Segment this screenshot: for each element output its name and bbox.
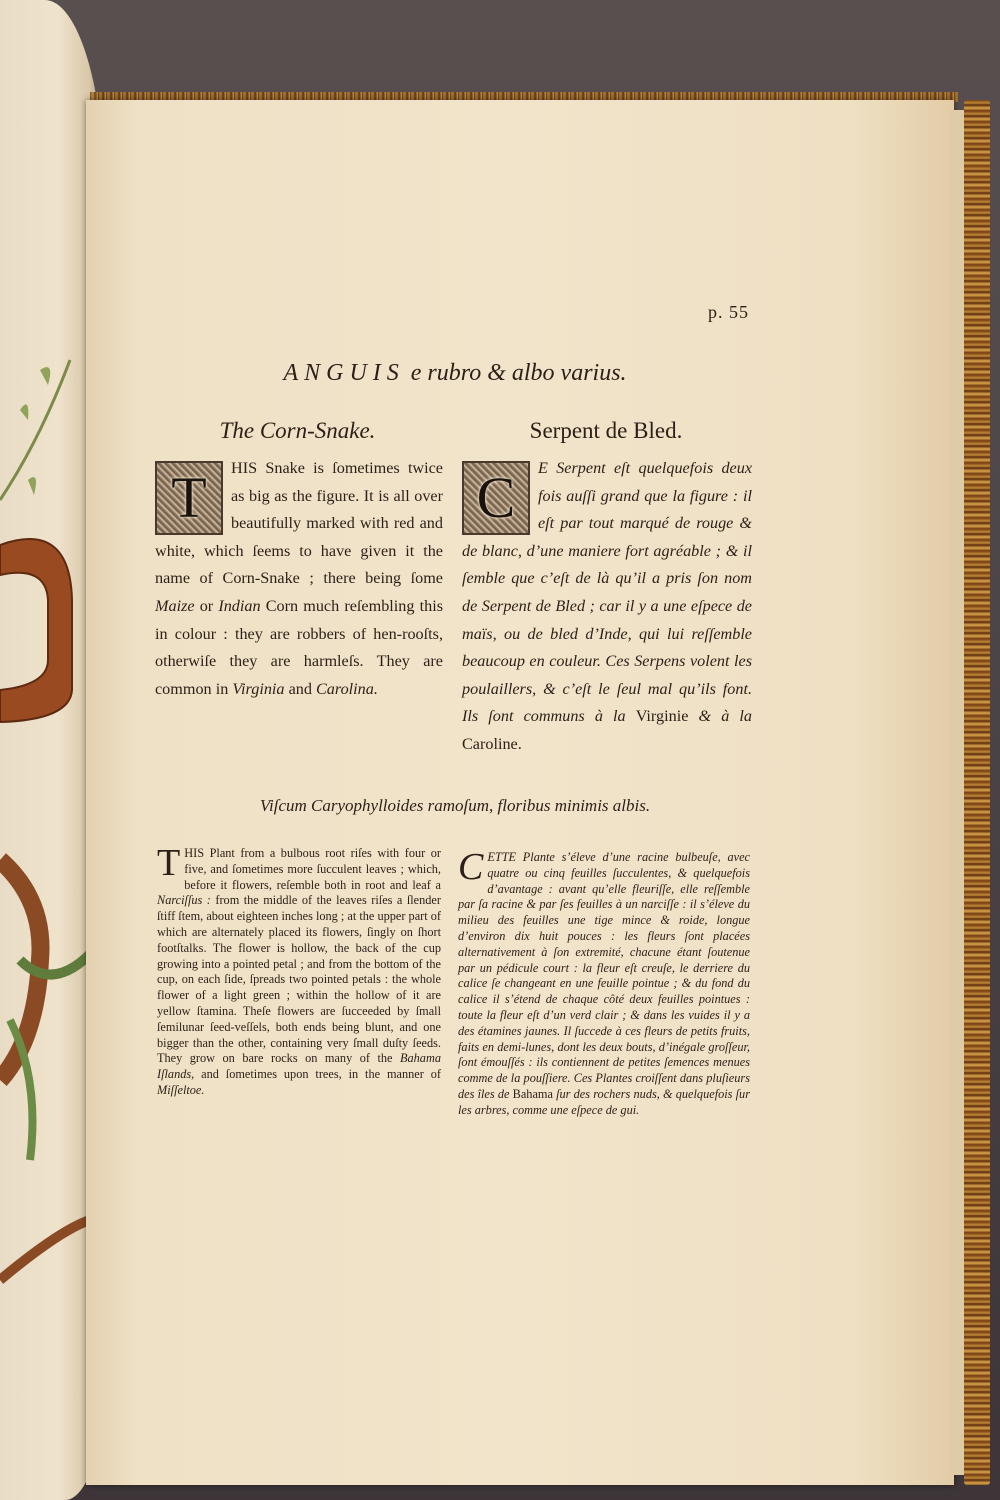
- text-run: HIS Plant from a bulbous root riſes with four or five, and ſometimes more ſucculent leaves ; which, before it flowers, reſemble both in root and leaf a: [184, 846, 441, 892]
- species-heading-rest: e rubro & albo varius.: [410, 360, 627, 386]
- text-run: or: [194, 596, 219, 615]
- text-run-italic: E Serpent eſt quelquefois deux fois auſſi grand que la figure : il eſt par tout marqué de rouge & de blanc, d’une maniere fort agréable ; & il ſemble que c’eſt de là qu’il a pris ſon nom de Serpent de Bled ; car il y a une eſpece de maïs, ou de bled d’Inde, qui lui reſſemble beaucoup en couleur. Ces Serpens volent les poulaillers, & c’eſt le ſeul mal qu’ils font. Ils ſont communs à la: [462, 459, 752, 726]
- english-title: The Corn-Snake.: [219, 418, 376, 443]
- text-run: from the middle of the leaves riſes a ſlender ſtiff ſtem, about eighteen inches long ; at the upper part of which are alternately placed its flowers, ſingly on ſhort footſtalks. The flower is hollow, the back of the cup growing into a pointed petal ; and from the bottom of the cup, on each ſide, ſpreads two pointed petals : the whole flower of a light green ; within the hollow of it are yellow ſtamina. Theſe flowers are ſucceeded by ſmall ſemilunar ſeed-veſſels, both ends being blunt, and one bigger than the other, containing very ſmall duſty ſeeds. They grow on bare rocks on many of the: [157, 893, 441, 1066]
- text-run: and: [284, 679, 316, 698]
- text-run: Caroline.: [462, 734, 522, 753]
- snake-coil-upper: [0, 539, 72, 722]
- text-run: Virginie: [635, 707, 689, 726]
- plant-heading: Viſcum Caryophylloides ramoſum, floribus minimis albis.: [259, 796, 651, 815]
- plant-leaf: [40, 367, 50, 385]
- species-heading: [150, 360, 760, 387]
- page: [86, 100, 954, 1485]
- text-run-italic: Maize: [155, 596, 195, 615]
- drop-cap-c: C: [458, 846, 484, 888]
- text-run-italic: ETTE Plante s’éleve d’une racine bulbeuſe, avec quatre ou cinq feuilles ſucculentes, & quelquefois d’avantage : avant qu’elle fleuriſſe, elle reſſemble par ſa racine & par ſes feuilles à un narciſſe : il s’éleve du milieu des feuilles une tige mince & roide, longue d’environ dix huit pouces : les fleurs ſont placées alternativement à ſon extremité, chacune étant ſoutenue par un pédicule court : la fleur eſt creuſe, le derriere du calice ſe changeant en une feuille pointue ; & du fond du calice il s’étend de chaque côté deux feuilles pointues : toute la fleur eſt d’un verd clair ; & dans les vuides il y a des étamines jaunes. Il ſuccede à ces fleurs de petits fruits, faits en demi-lunes, dont les deux bouts, d’inégale groſſeur, ſont émouſſés : ils contiennent de petites ſemences menues comme de la pouſſiere. Ces Plantes croiſſent dans pluſieurs des îles de: [458, 850, 750, 1101]
- ornamental-initial-t: T: [155, 461, 223, 535]
- text-run-italic: Carolina.: [315, 679, 378, 698]
- drop-cap-t: T: [157, 842, 181, 884]
- text-run: HIS Snake is ſometimes twice as big as the figure. It is all over beautifully marked with red and white, which ſeems to have given it the name of Corn-Snake ; there being ſome: [155, 459, 443, 588]
- snake-tail: [0, 1220, 90, 1280]
- text-run: and ſometimes upon trees, in the manner of: [194, 1067, 441, 1082]
- plant-french-description: [458, 846, 750, 1119]
- french-description: [462, 455, 752, 759]
- text-run-italic: Miſſeltoe.: [157, 1082, 205, 1097]
- text-run: Bahama: [512, 1086, 553, 1101]
- text-run-italic: Virginia: [232, 679, 285, 698]
- text-run-italic: & à la: [688, 707, 752, 726]
- gilt-edge: [964, 100, 990, 1485]
- french-title: Serpent de Bled.: [529, 418, 683, 443]
- ornamental-initial-c: C: [462, 461, 530, 535]
- page-number: p. 55: [708, 302, 749, 322]
- text-run-italic: Bahama Iſlands,: [157, 1051, 441, 1082]
- text-run-italic: ſur des rochers nuds, & quelquefois ſur les arbres, comme une eſpece de gui.: [458, 1086, 750, 1117]
- text-run-italic: Narciſſus :: [157, 893, 211, 908]
- text-run: Corn much reſembling this in colour : they are robbers of hen-rooſts, otherwiſe they are harmleſs. They are common in: [155, 596, 443, 698]
- text-run-italic: Indian: [218, 596, 261, 615]
- english-description: [155, 455, 443, 703]
- plant-leaf: [20, 404, 28, 420]
- plant-leaf: [28, 477, 36, 495]
- plant-english-description: [157, 842, 441, 1099]
- species-heading-caps: ANGUIS: [283, 360, 405, 386]
